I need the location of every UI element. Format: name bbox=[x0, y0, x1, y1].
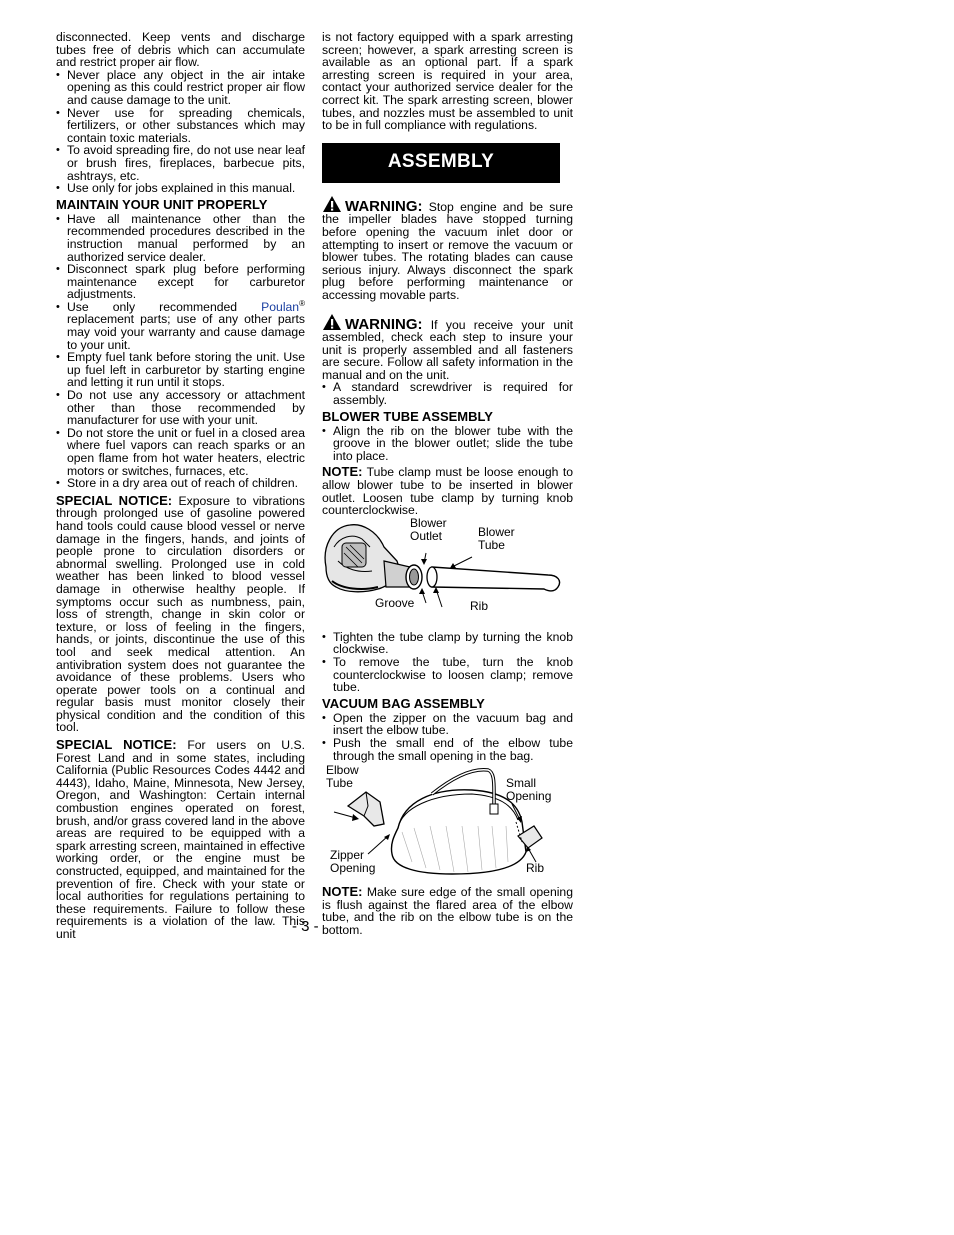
label-blower-tube: Blower Tube bbox=[478, 524, 515, 552]
list-item: • Store in a dry area out of reach of children. bbox=[56, 477, 305, 490]
blower-tube-illustration bbox=[322, 517, 573, 631]
list-item: • Align the rib on the blower tube with the groove in the blower outlet; slide the tube into place. bbox=[322, 425, 573, 463]
special-notice-text: Exposure to vibrations through prolonged use of gasoline powered hand tools could cause blood vessel or nerve damage in the fingers, hands, and joints of people prone to circulation disorders or abnormal swelling. Prolonged use in cold weather has been linked to blood vessel damage in otherwise healthy people. If symptoms occur such as numbness, pain, loss of strength, change in skin color or texture, or loss of feeling in the fingers, hands, or joints, discontinue the use of this tool and seek medical attention. An antivibration system does not guarantee the avoidance of these problems. Users who operate power tools on a continual and regular basis must monitor closely their physical condition and the condition of this tool. bbox=[56, 493, 305, 735]
maintain-bullet-list bbox=[56, 213, 305, 490]
warning-label: WARNING: bbox=[345, 197, 423, 215]
list-item: • Never place any object in the air intake opening as this could restrict proper air flow and cause damage to the unit. bbox=[56, 69, 305, 107]
assembly-title: ASSEMBLY bbox=[387, 151, 495, 173]
warning-text: If you receive your unit assembled, check each step to insure your unit is properly assembled and all fasteners are secure. Follow all safety information in the manual and on the unit. bbox=[322, 317, 573, 382]
warning-triangle-icon bbox=[322, 195, 342, 213]
intro-paragraph: disconnected. Keep vents and discharge tubes free of debris which can accumulate and restrict proper air flow. bbox=[56, 30, 305, 70]
screwdriver-bullet-list bbox=[322, 381, 573, 406]
note-text: Make sure edge of the small opening is flush against the flared area of the elbow tube, and the rib on the elbow tube is on the bottom. bbox=[322, 885, 573, 937]
maintain-heading: MAINTAIN YOUR UNIT PROPERLY bbox=[56, 196, 268, 212]
blower-bullet-list-2 bbox=[322, 631, 573, 694]
blower-bullet-list bbox=[322, 425, 573, 463]
list-item-recommended-parts bbox=[56, 298, 305, 352]
list-item: • Push the small end of the elbow tube through the small opening in the bag. bbox=[322, 737, 573, 762]
label-rib: Rib bbox=[526, 861, 545, 876]
vacuum-bullet-list bbox=[322, 712, 573, 762]
list-item: • Do not store the unit or fuel in a closed area where fuel vapors can reach sparks or an open flame from hot water heaters, electric motors or switches, furnaces, etc. bbox=[56, 427, 305, 477]
label-zipper-opening: Zipper Opening bbox=[330, 848, 376, 876]
special-notice-label: SPECIAL NOTICE: bbox=[56, 737, 177, 753]
warning-triangle-icon bbox=[322, 313, 342, 331]
warning-paragraph-2 bbox=[322, 313, 573, 382]
list-item: • Empty fuel tank before storing the unit. Use up fuel left in carburetor by starting engine and letting it run until it stops. bbox=[56, 351, 305, 389]
list-item: • To avoid spreading fire, do not use near leaf or brush fires, fireplaces, barbecue pits, ashtrays, etc. bbox=[56, 144, 305, 182]
right-column bbox=[322, 31, 573, 937]
assembly-banner bbox=[322, 143, 560, 183]
left-column bbox=[56, 31, 305, 941]
list-item: • Disconnect spark plug before performing maintenance except for carburetor adjustments. bbox=[56, 263, 305, 301]
list-item: • Never use for spreading chemicals, fertilizers, or other substances which may contain toxic materials. bbox=[56, 107, 305, 145]
special-notice-text: For users on U.S. Forest Land and in some states, including California (Public Resources Codes 4442 and 4443), Idaho, Maine, Minnesota, New Jersey, Oregon, and Washington: Certain internal combustion engines operated on forest, brush, and/or grass covered land in the above areas are required to be equipped with a spark arresting screen, maintained in effective working order, or the engine must be constructed, equipped, and maintained for the prevention of fire. Check with your state or local authorities for regulations pertaining to these requirements. Failure to follow these requirements is a violation of the law. This unit bbox=[56, 738, 305, 941]
label-blower-outlet: Blower Outlet bbox=[410, 515, 447, 543]
note-small-opening bbox=[322, 886, 573, 936]
warning-label: WARNING: bbox=[345, 315, 423, 333]
label-small-opening: Small Opening bbox=[506, 776, 552, 804]
list-item: • Open the zipper on the vacuum bag and insert the elbow tube. bbox=[322, 712, 573, 737]
note-tube-clamp bbox=[322, 466, 573, 516]
list-item: • Have all maintenance other than the recommended procedures described in the instruction manual performed by an authorized service dealer. bbox=[56, 213, 305, 263]
special-notice-vibration bbox=[56, 492, 305, 735]
list-item: • Tighten the tube clamp by turning the knob clockwise. bbox=[322, 631, 573, 656]
vacuum-bag-figure bbox=[322, 762, 573, 886]
warning-text: Stop engine and be sure the impeller blades have stopped turning before opening the vacuum inlet door or attempting to insert or remove the vacuum or blower tubes. The rotating blades can cause serious injury. Always disconnect the spark plug before performing maintenance or accessing movable parts. bbox=[322, 199, 573, 302]
blower-tube-figure bbox=[322, 517, 573, 631]
list-item: • To remove the tube, turn the knob counterclockwise to loosen clamp; remove tube. bbox=[322, 656, 573, 694]
recommended-after: replacement parts; use of any other parts may void your warranty and cause damage to your unit. bbox=[67, 312, 305, 352]
page-number: - 3 - bbox=[292, 918, 319, 935]
label-rib: Rib bbox=[470, 598, 489, 613]
note-label: NOTE: bbox=[322, 464, 363, 480]
special-notice-label: SPECIAL NOTICE: bbox=[56, 492, 173, 508]
registered-mark: ® bbox=[299, 298, 305, 308]
brand-name: Poulan bbox=[261, 299, 300, 314]
list-item: • Do not use any accessory or attachment other than those recommended by manufacturer for use with your unit. bbox=[56, 389, 305, 427]
list-item: • A standard screwdriver is required for assembly. bbox=[322, 381, 573, 406]
recommended-before: Use only recommended bbox=[67, 299, 262, 314]
note-text: Tube clamp must be loose enough to allow blower tube to be inserted in blower outlet. Loosen tube clamp by turning knob counterclockwise. bbox=[322, 465, 574, 518]
warning-paragraph-1 bbox=[322, 195, 573, 302]
label-groove: Groove bbox=[375, 595, 415, 610]
blower-tube-heading: BLOWER TUBE ASSEMBLY bbox=[322, 408, 493, 424]
continued-paragraph: is not factory equipped with a spark arresting screen; however, a spark arresting screen is available as an optional part. If a spark arresting screen is required in your area, contact your authorized service dealer for the correct kit. The spark arresting screen, blower tubes, and nozzles must be assembled to unit to be in full compliance with regulations. bbox=[322, 30, 573, 133]
intro-bullet-list bbox=[56, 69, 305, 195]
special-notice-forest bbox=[56, 739, 305, 941]
label-elbow-tube: Elbow Tube bbox=[326, 763, 359, 791]
vacuum-bag-heading: VACUUM BAG ASSEMBLY bbox=[322, 695, 485, 711]
note-label: NOTE: bbox=[322, 884, 363, 900]
list-item: • Use only for jobs explained in this manual. bbox=[56, 182, 305, 195]
